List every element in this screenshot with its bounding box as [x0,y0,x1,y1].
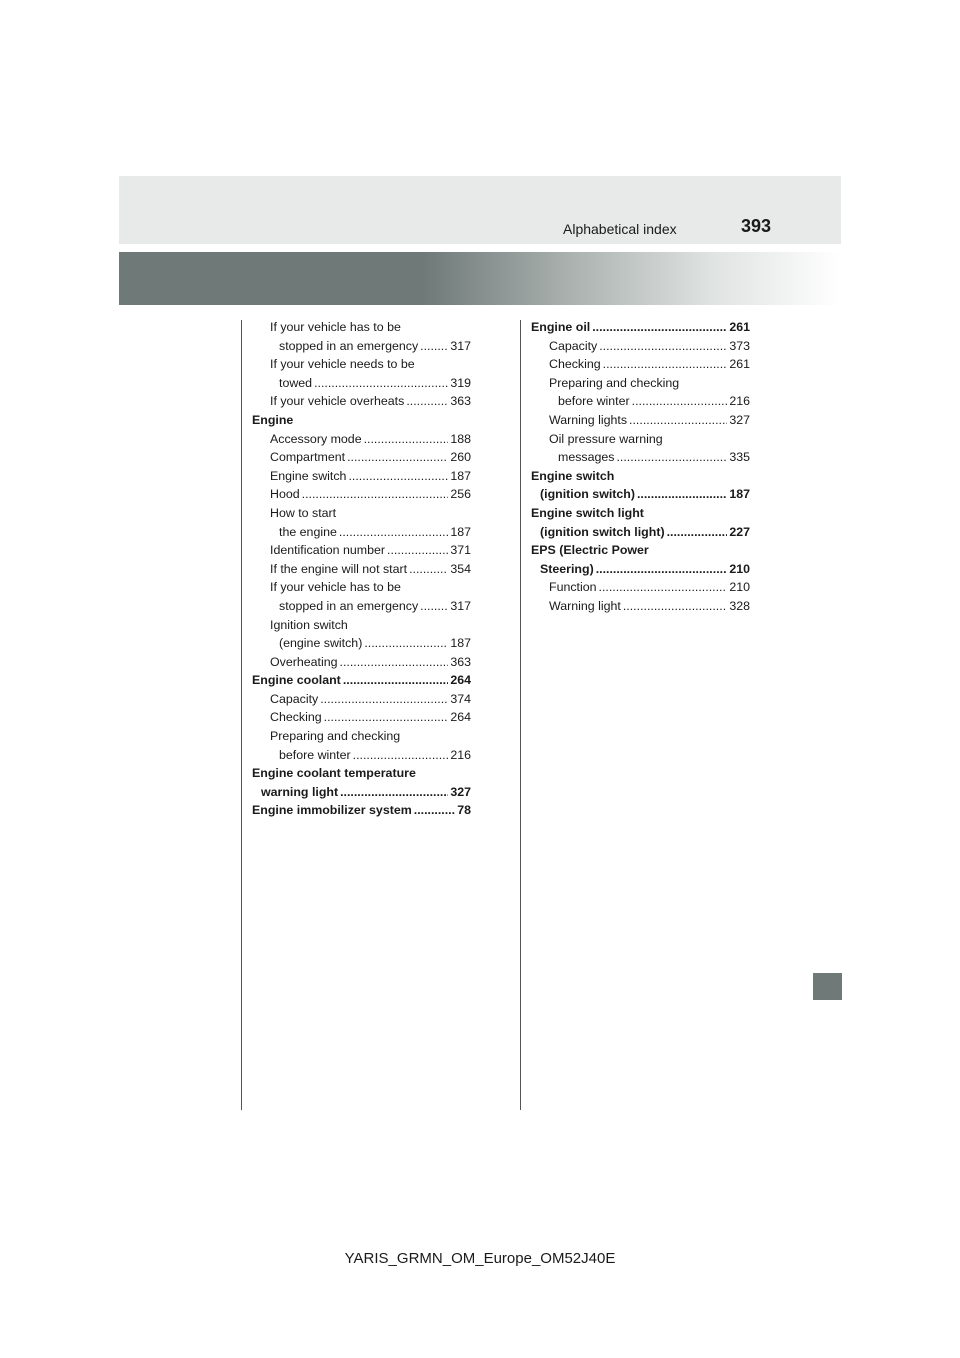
index-entry-page: 227 [729,524,750,539]
index-entry-label: towed [279,375,313,390]
index-entry-label: Overheating [270,654,338,669]
index-entry [252,523,471,542]
index-entry-label: How to start [270,505,337,520]
index-entry [252,504,471,523]
leader-dots [347,448,448,467]
leader-dots [603,355,728,374]
index-entry-page: 187 [450,468,471,483]
index-entry-label: Engine switch [270,468,347,483]
index-entry-page: 335 [729,450,750,465]
index-entry [252,355,471,374]
index-entry-page: 371 [450,543,471,558]
index-entry-label: Engine switch [531,468,615,483]
index-entry [252,671,471,690]
index-entry-label: messages [558,450,615,465]
index-entry-label: before winter [279,747,351,762]
index-entry [252,634,471,653]
index-entry [531,318,750,337]
index-entry-label: the engine [279,524,337,539]
leader-dots [420,597,448,616]
leader-dots [343,671,449,690]
index-entry [252,411,471,430]
index-entry-page: 261 [729,357,750,372]
index-entry-label: Capacity [549,338,598,353]
index-entry-page: 260 [450,450,471,465]
index-entry [252,653,471,672]
index-entry-page: 264 [450,673,471,688]
index-entry [252,616,471,635]
index-entry-label: Compartment [270,450,346,465]
index-entry-page: 328 [729,598,750,613]
leader-dots [420,337,448,356]
index-entry [531,411,750,430]
index-entry [252,708,471,727]
leader-dots [599,337,727,356]
index-entry [252,727,471,746]
section-title: Alphabetical index [563,221,677,237]
leader-dots [364,634,448,653]
index-entry [252,764,471,783]
index-entry-label: Preparing and checking [270,729,401,744]
index-entry [531,578,750,597]
index-entry [252,337,471,356]
index-entry [531,523,750,542]
index-entry [531,337,750,356]
index-entry-label: EPS (Electric Power [531,543,649,558]
leader-dots [324,708,449,727]
chapter-tab-marker [813,973,842,1000]
index-entry-label: Engine immobilizer system [252,803,412,818]
index-entry-page: 319 [450,375,471,390]
index-entry-label: Ignition switch [270,617,348,632]
index-entry [531,392,750,411]
index-entry-page: 374 [450,691,471,706]
index-entry [252,690,471,709]
index-entry-label: stopped in an emergency [279,338,419,353]
index-entry-label: Engine oil [531,320,591,334]
index-entry [531,355,750,374]
document-id-footer: YARIS_GRMN_OM_Europe_OM52J40E [344,1250,616,1267]
index-entry-label: Capacity [270,691,319,706]
index-entry-label: before winter [558,394,630,409]
index-entry-label: If the engine will not start [270,561,408,576]
index-entry [531,485,750,504]
index-entry [252,541,471,560]
index-entry-page: 78 [457,803,471,818]
leader-dots [406,392,448,411]
leader-dots [302,485,449,504]
index-entry [531,560,750,579]
index-entry [252,392,471,411]
index-entry-label: Identification number [270,543,386,558]
index-entry-page: 363 [450,654,471,669]
index-entry-page: 264 [450,710,471,725]
leader-dots [364,430,449,449]
leader-dots [616,448,727,467]
leader-dots [592,318,727,337]
leader-dots [414,801,455,820]
index-entry-label: warning light [261,784,339,799]
leader-dots [667,523,728,542]
leader-dots [387,541,448,560]
index-entry-page: 210 [729,580,750,595]
index-entry [252,374,471,393]
index-entry-label: Preparing and checking [549,375,680,390]
index-entry [252,578,471,597]
index-entry [252,746,471,765]
index-entry-page: 327 [729,412,750,427]
chapter-band [119,252,841,305]
index-entry-label: If your vehicle has to be [270,320,401,334]
leader-dots [353,746,449,765]
leader-dots [409,560,448,579]
index-entry-page: 363 [450,394,471,409]
index-entry-page: 373 [729,338,750,353]
leader-dots [348,467,448,486]
index-entry-page: 216 [729,394,750,409]
leader-dots [623,597,727,616]
index-entry-page: 187 [729,487,750,502]
header-band [119,176,841,244]
column-divider-right [520,320,521,1110]
index-entry-label: (ignition switch) [540,487,635,502]
leader-dots [629,411,727,430]
index-entry-page: 261 [729,320,750,334]
index-entry-label: Checking [549,357,601,372]
page-number: 393 [741,216,772,236]
index-entry-label: Engine coolant temperature [252,766,416,781]
index-entry-label: Warning light [549,598,621,613]
index-entry [252,485,471,504]
leader-dots [596,560,728,579]
index-entry [252,597,471,616]
index-entry-label: stopped in an emergency [279,598,419,613]
index-entry-label: Checking [270,710,322,725]
index-entry-label: (engine switch) [279,636,363,651]
index-entry-label: (ignition switch light) [540,524,665,539]
index-entry-page: 188 [450,431,471,446]
leader-dots [320,690,448,709]
leader-dots [340,783,448,802]
index-entry-page: 216 [450,747,471,762]
index-entry [252,430,471,449]
index-entry-page: 256 [450,487,471,502]
index-entry-page: 317 [450,598,471,613]
index-entry [252,318,471,337]
index-entry [252,560,471,579]
index-entry [531,541,750,560]
index-entry-label: Hood [270,487,300,502]
index-entry [531,597,750,616]
index-entry-label: Accessory mode [270,431,362,446]
index-entry [531,467,750,486]
index-entry-page: 354 [450,561,471,576]
index-entry-label: Engine coolant [252,673,341,688]
index-entry-page: 187 [450,524,471,539]
leader-dots [637,485,727,504]
index-entry-page: 327 [450,784,471,799]
leader-dots [339,523,448,542]
index-entry-label: Steering) [540,561,594,576]
index-column-right [531,318,750,616]
index-entry-page: 317 [450,338,471,353]
index-entry [252,448,471,467]
index-column-left [252,318,471,820]
index-entry-label: If your vehicle overheats [270,394,405,409]
index-entry-label: Warning lights [549,412,628,427]
column-divider-left [241,320,242,1110]
index-entry-label: Oil pressure warning [549,431,663,446]
leader-dots [599,578,728,597]
index-entry-label: If your vehicle needs to be [270,357,415,372]
index-entry-page: 187 [450,636,471,651]
index-entry-page: 210 [729,561,750,576]
index-entry-label: Engine switch light [531,505,644,520]
leader-dots [314,374,448,393]
index-entry [531,448,750,467]
index-entry [252,783,471,802]
index-entry [531,430,750,449]
index-entry [252,467,471,486]
index-entry-label: Engine [252,412,294,427]
index-entry-label: If your vehicle has to be [270,580,401,595]
index-entry [252,801,471,820]
leader-dots [632,392,728,411]
index-entry [531,374,750,393]
leader-dots [340,653,449,672]
index-entry-label: Function [549,580,597,595]
index-entry [531,504,750,523]
